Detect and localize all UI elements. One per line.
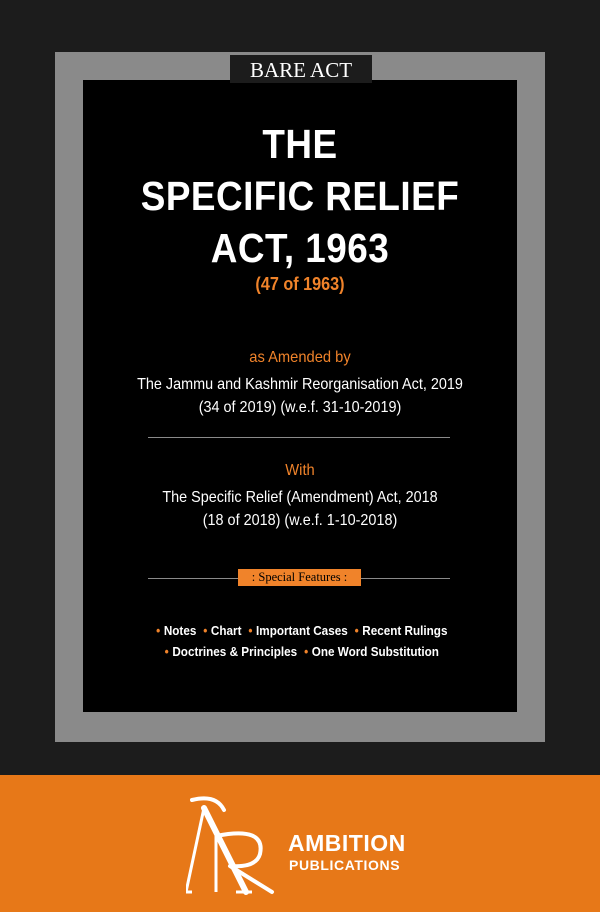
divider-1	[148, 437, 450, 438]
feature-item: Notes	[163, 623, 197, 638]
bullet-icon: •	[156, 623, 161, 638]
bullet-icon: •	[164, 644, 169, 659]
special-features-badge: : Special Features :	[238, 569, 361, 586]
amendment-line-1: The Jammu and Kashmir Reorganisation Act, 2019	[137, 376, 463, 393]
amendment-line-2: (34 of 2019) (w.e.f. 31-10-2019)	[198, 399, 402, 416]
title-line-1: THE	[262, 121, 338, 167]
feature-item: One Word Substitution	[311, 644, 439, 659]
publisher-name: AMBITION	[288, 830, 406, 856]
bullet-icon: •	[203, 623, 208, 638]
features-row-2	[105, 641, 496, 662]
features-list	[105, 620, 496, 662]
book-title	[105, 118, 496, 274]
amended-by-label: as Amended by	[249, 349, 351, 366]
with-text	[105, 486, 496, 532]
title-line-3: ACT, 1963	[210, 225, 390, 271]
with-line-2: (18 of 2018) (w.e.f. 1-10-2018)	[202, 512, 398, 529]
feature-item: Doctrines & Principles	[172, 644, 298, 659]
bullet-icon: •	[354, 623, 359, 638]
with-line-1: The Specific Relief (Amendment) Act, 2018	[162, 489, 438, 506]
title-line-2: SPECIFIC RELIEF	[140, 173, 460, 219]
bare-act-label: BARE ACT	[230, 55, 372, 83]
feature-item: Chart	[210, 623, 242, 638]
feature-item: Recent Rulings	[362, 623, 448, 638]
ambition-logo-icon	[186, 796, 278, 896]
publisher-subtitle: PUBLICATIONS	[289, 857, 401, 873]
amendment-text	[105, 373, 496, 419]
feature-item: Important Cases	[256, 623, 348, 638]
bullet-icon: •	[304, 644, 309, 659]
act-number: (47 of 1963)	[255, 274, 345, 294]
with-label: With	[285, 462, 315, 479]
features-row-1	[105, 620, 496, 641]
bullet-icon: •	[248, 623, 253, 638]
